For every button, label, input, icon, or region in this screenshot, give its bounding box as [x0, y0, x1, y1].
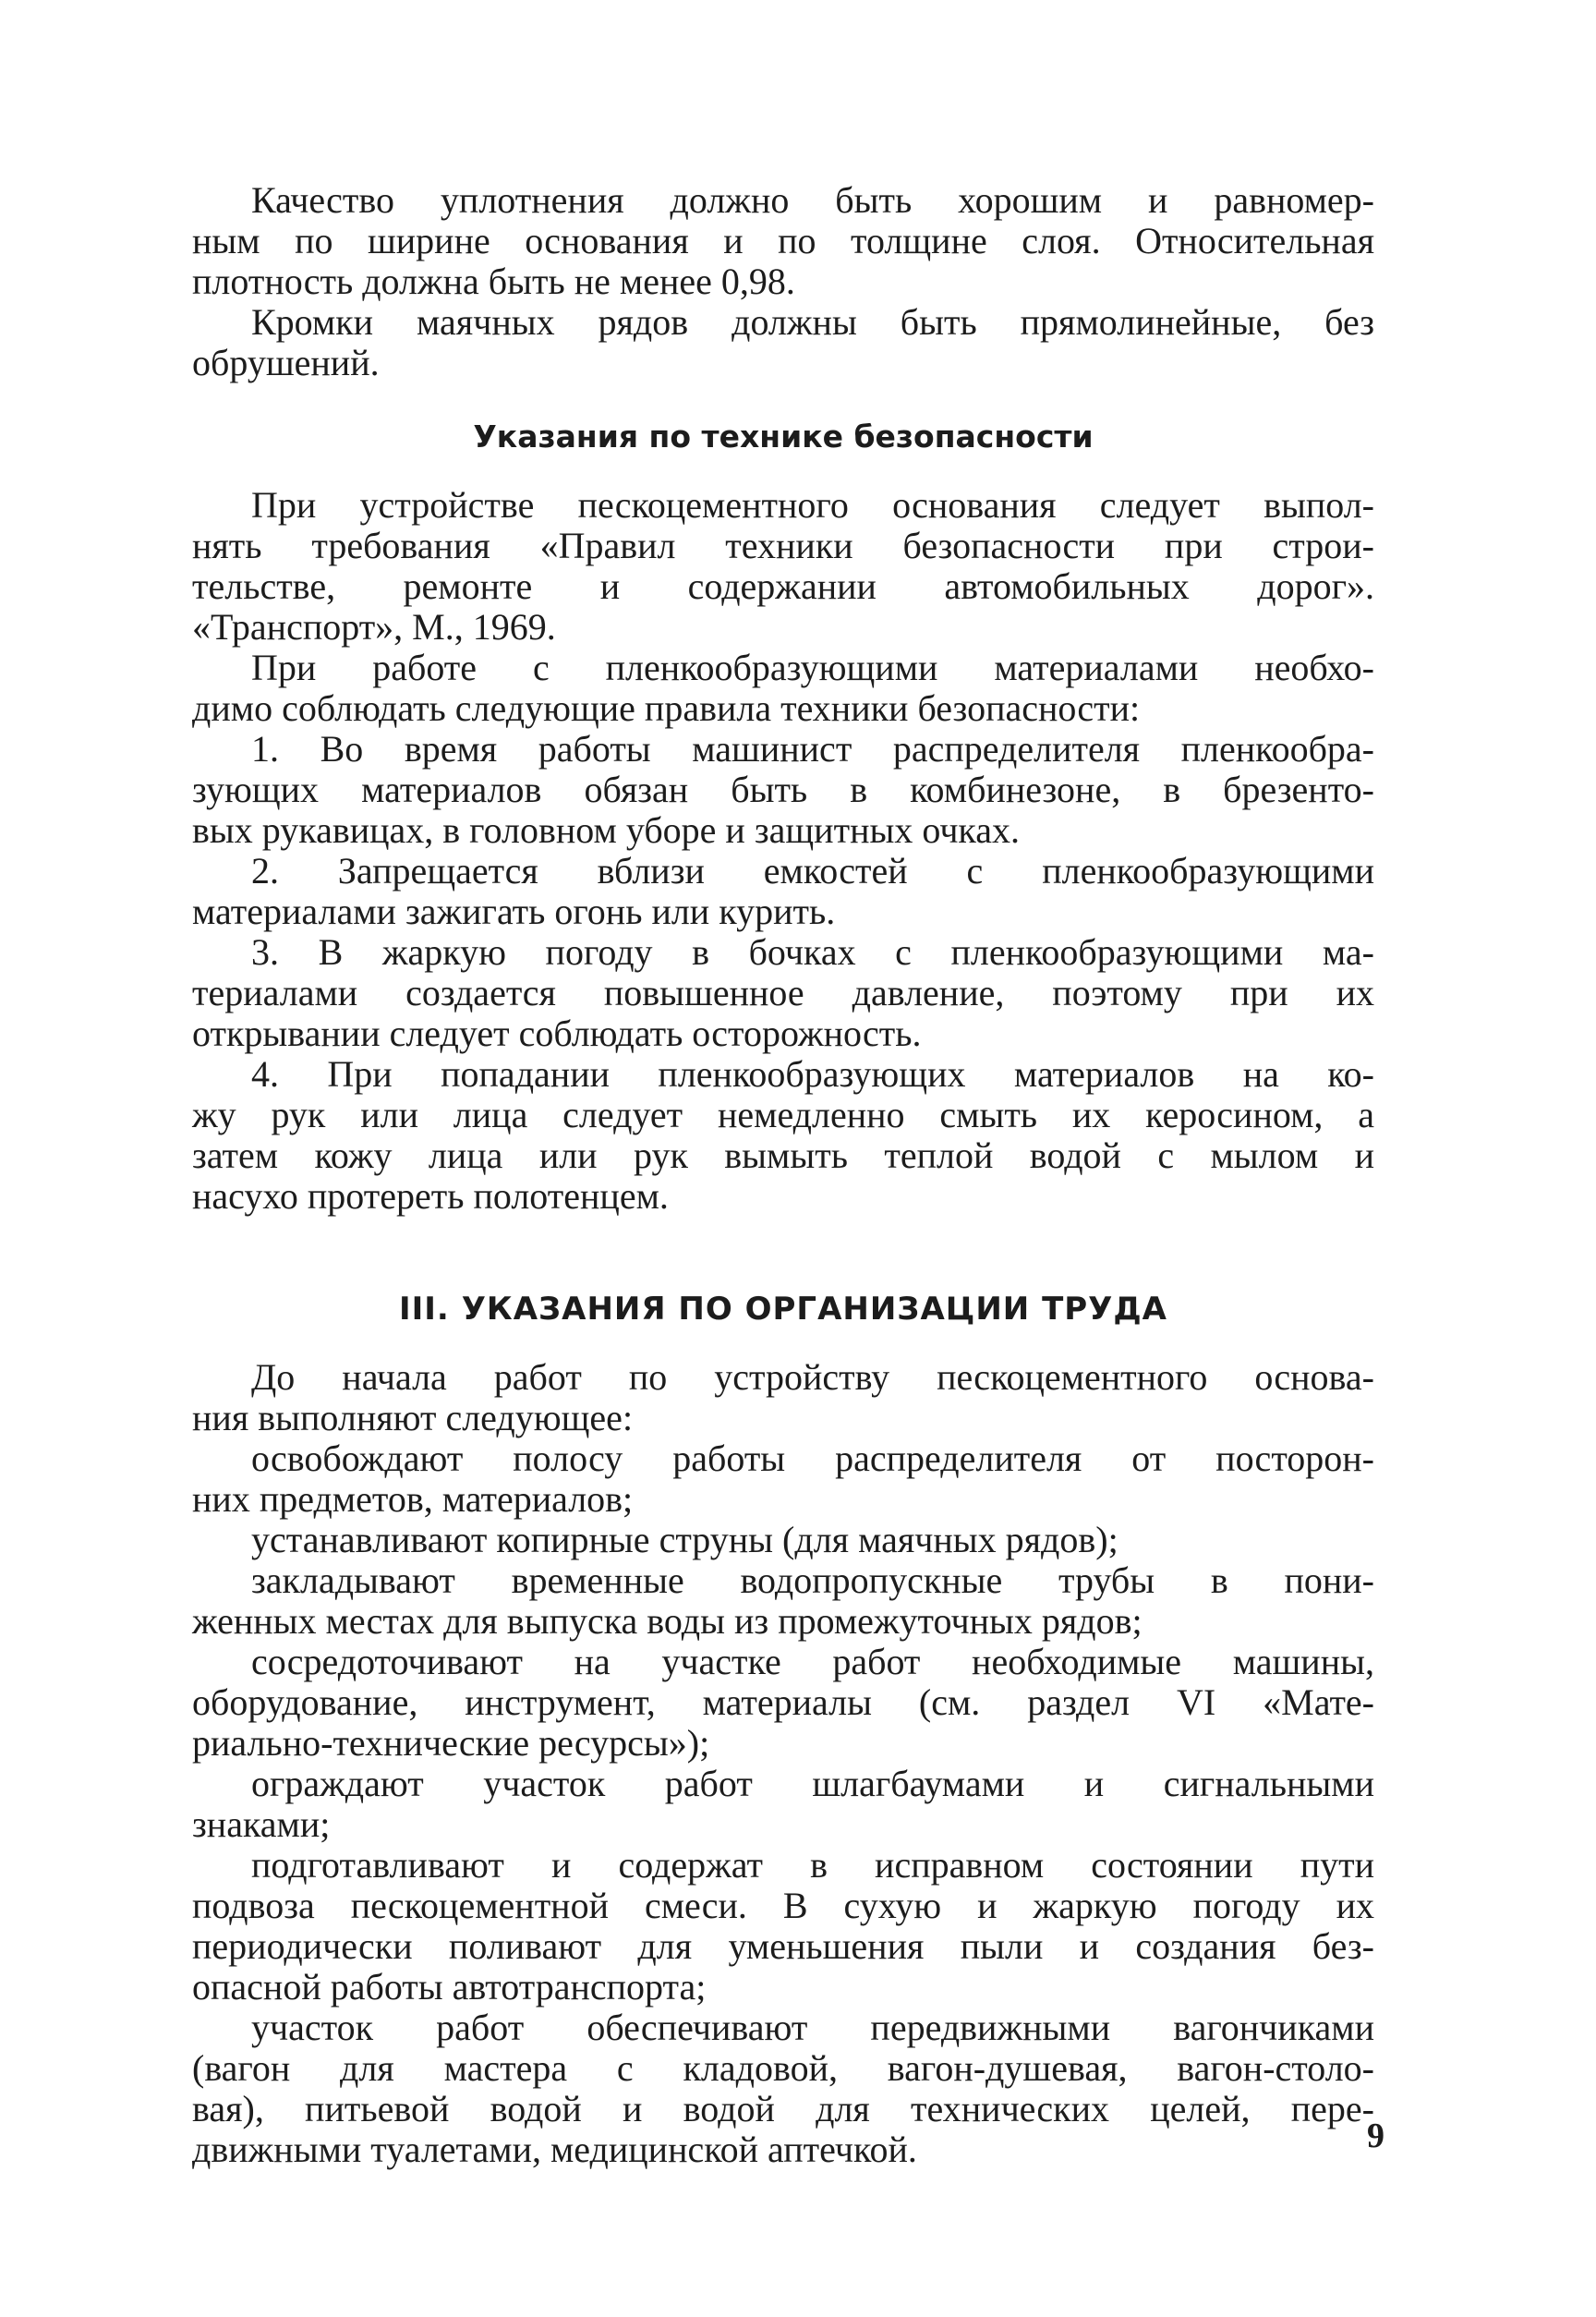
text-line: «Транспорт», М., 1969.: [192, 606, 556, 648]
text-line: Качество уплотнения должно быть хорошим и равномер-: [251, 179, 1374, 221]
text-line: 3. В жаркую погоду в бочках с пленкообразующими ма-: [251, 931, 1374, 973]
paragraph: [192, 1560, 1374, 1642]
text-line: знаками;: [192, 1803, 331, 1845]
text-line: опасной работы автотранспорта;: [192, 1966, 707, 2008]
text-line: вая), питьевой водой и водой для технических целей, пере-: [192, 2088, 1374, 2129]
text-line: ограждают участок работ шлагбаумами и сигнальными: [251, 1763, 1374, 1804]
text-line: участок работ обеспечивают передвижными вагончиками: [251, 2007, 1374, 2048]
text-line: открывании следует соблюдать осторожность.: [192, 1013, 922, 1054]
text-line: сосредоточивают на участке работ необходимые машины,: [251, 1641, 1374, 1682]
text-line: них предметов, материалов;: [192, 1478, 634, 1520]
section-heading: III. УКАЗАНИЯ ПО ОРГАНИЗАЦИИ ТРУДА: [398, 1291, 1167, 1328]
paragraph: [192, 1054, 1374, 1217]
paragraph: [192, 851, 1374, 932]
text-line: зующих материалов обязан быть в комбинезоне, в брезенто-: [192, 769, 1374, 810]
paragraph: [192, 648, 1374, 729]
subsection-heading: Указания по технике безопасности: [473, 419, 1094, 455]
text-line: вых рукавицах, в головном уборе и защитных очках.: [192, 809, 1021, 851]
text-line: При работе с пленкообразующими материалами необхо-: [251, 647, 1374, 688]
text-line: 4. При попадании пленкообразующих материалов на ко-: [251, 1053, 1374, 1095]
text-line: затем кожу лица или рук вымыть теплой водой с мылом и: [192, 1134, 1374, 1176]
text-line: териалами создается повышенное давление, поэтому при их: [192, 972, 1374, 1013]
text-line: оборудование, инструмент, материалы (см. раздел VI «Мате-: [192, 1681, 1374, 1723]
text-line: ным по ширине основания и по толщине слоя. Относительная: [192, 220, 1374, 261]
text-line: периодически поливают для уменьшения пыли и создания без-: [192, 1925, 1374, 1967]
text-line: жу рук или лица следует немедленно смыть их керосином, а: [192, 1094, 1374, 1135]
text-line: При устройстве пескоцементного основания следует выпол-: [251, 484, 1374, 526]
text-line: освобождают полосу работы распределителя от посторон-: [251, 1438, 1374, 1479]
text-line: тельстве, ремонте и содержании автомобильных дорог».: [192, 565, 1374, 607]
paragraph: [192, 302, 1374, 383]
text-line: подвоза пескоцементной смеси. В сухую и жаркую погоду их: [192, 1885, 1374, 1926]
text-line: обрушений.: [192, 342, 380, 383]
text-line: движными туалетами, медицинской аптечкой.: [192, 2129, 917, 2170]
text-line: ния выполняют следующее:: [192, 1397, 634, 1438]
paragraph: [192, 729, 1374, 851]
text-line: 2. Запрещается вблизи емкостей с пленкообразующими: [251, 850, 1374, 892]
text-line: женных местах для выпуска воды из промежуточных рядов;: [192, 1600, 1143, 1642]
text-line: насухо протереть полотенцем.: [192, 1175, 669, 1217]
paragraph: [192, 485, 1374, 648]
text-line: димо соблюдать следующие правила техники безопасности:: [192, 687, 1141, 729]
paragraph: [192, 180, 1374, 302]
text-line: плотность должна быть не менее 0,98.: [192, 261, 795, 302]
text-line: До начала работ по устройству пескоцементного основа-: [251, 1356, 1374, 1398]
text-line: подготавливают и содержат в исправном состоянии пути: [251, 1844, 1374, 1886]
paragraph: [192, 1845, 1374, 2008]
text-line: Кромки маячных рядов должны быть прямолинейные, без: [251, 301, 1374, 343]
paragraph: [192, 1764, 1374, 1845]
text-line: нять требования «Правил техники безопасности при строи-: [192, 525, 1374, 566]
paragraph: [192, 1438, 1374, 1520]
paragraph: [192, 2008, 1374, 2170]
text-line: (вагон для мастера с кладовой, вагон-душевая, вагон-столо-: [192, 2047, 1374, 2089]
paragraph: [192, 1357, 1374, 1438]
text-line: материалами зажигать огонь или курить.: [192, 891, 836, 932]
document-page: [192, 180, 1374, 2170]
paragraph: [192, 932, 1374, 1054]
text-line: 1. Во время работы машинист распределителя пленкообра-: [251, 728, 1374, 770]
text-line: устанавливают копирные струны (для маячных рядов);: [251, 1519, 1118, 1560]
paragraph: [192, 1642, 1374, 1764]
text-line: риально-технические ресурсы»);: [192, 1722, 710, 1764]
text-line: закладывают временные водопропускные трубы в пони-: [251, 1559, 1374, 1601]
page-number: 9: [1367, 2117, 1384, 2155]
paragraph: [192, 1520, 1374, 1560]
